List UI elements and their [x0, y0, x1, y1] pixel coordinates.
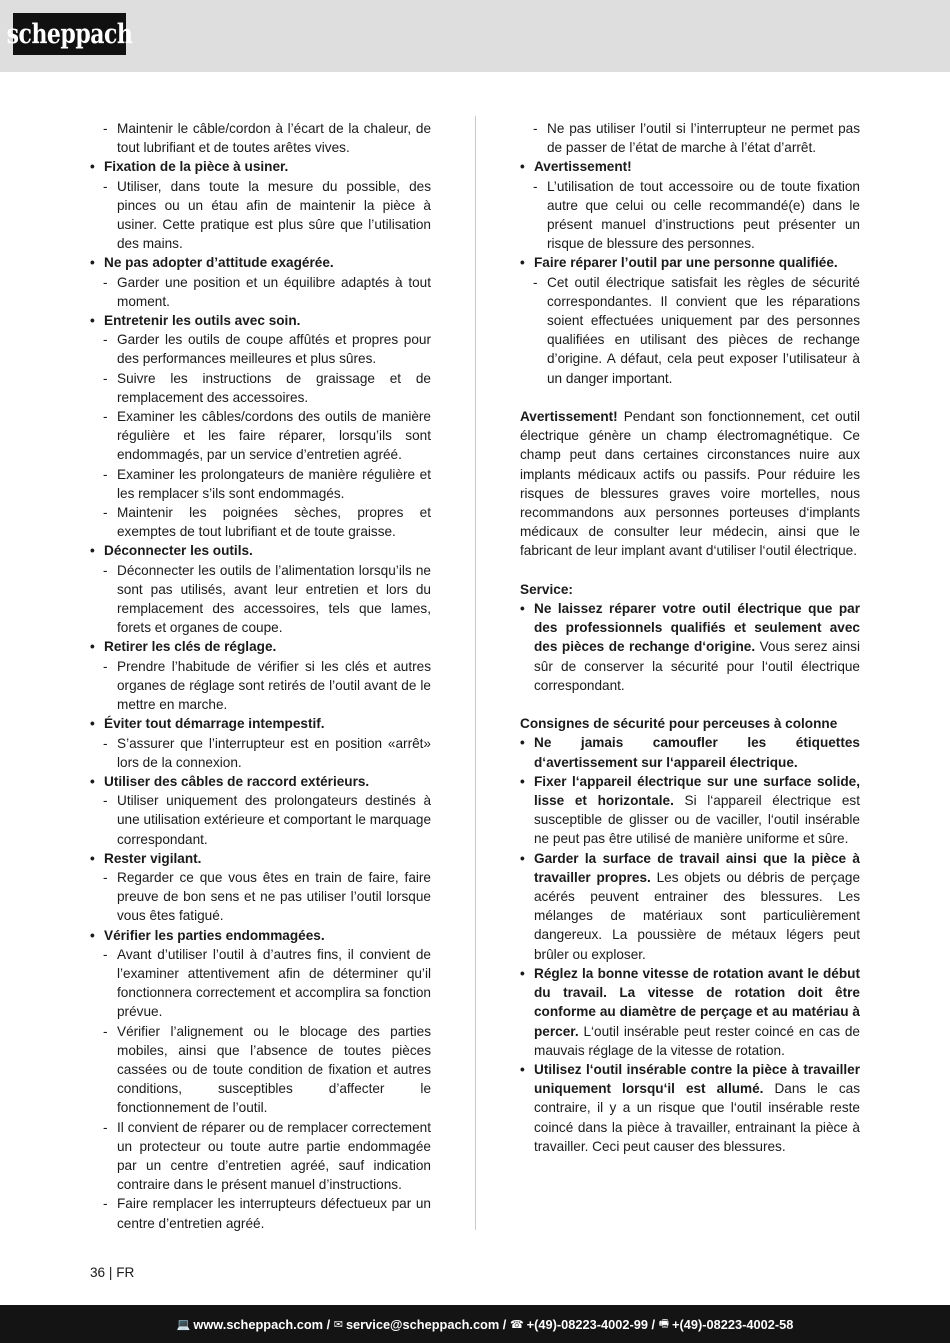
footer-fax: +(49)-08223-4002-58	[672, 1316, 794, 1332]
spacer	[520, 561, 860, 580]
list-item: - Faire remplacer les interrupteurs défectueux par un centre d’entretien agréé.	[90, 1194, 431, 1232]
list-item	[520, 733, 860, 771]
page-header	[0, 0, 950, 72]
warning-label: Avertissement!	[520, 409, 618, 425]
page-footer	[0, 1305, 950, 1343]
list-item: - Utiliser, dans toute la mesure du possible, des pinces ou un étau afin de maintenir la pièce à usiner. Cette pratique est plus sûre que l’utilisation des mains.	[90, 177, 431, 254]
section-heading: • Éviter tout démarrage intempestif.	[90, 714, 431, 733]
list-item: - Maintenir le câble/cordon à l’écart de la chaleur, de tout lubrifiant et de toutes arêtes vives.	[90, 119, 431, 157]
spacer	[520, 388, 860, 407]
section-heading: • Vérifier les parties endommagées.	[90, 926, 431, 945]
list-item	[520, 964, 860, 1060]
warning-text: Pendant son fonctionnement, cet outil électrique génère un champ électromagnétique. Ce champ peut dans certaines circonstances nuire aux implants médicaux actifs ou passifs. Pour réduire les risques de blessures graves voire mortelles, nous recommandons aux personnes porteuses d‘implants médicaux de consulter leur médecin, ainsi que le fabricant de leur implant avant d‘utiliser l‘outil électrique.	[520, 409, 860, 559]
consigne-text: L‘outil insérable peut rester coincé en cas de mauvais réglage de la vitesse de rotation.	[534, 1023, 860, 1058]
right-column	[520, 119, 860, 1156]
list-item: - Déconnecter les outils de l’alimentation lorsqu’ils ne sont pas utilisés, avant leur entretien et lors du remplacement des accessoires, tels que lames, forets et organes de coupe.	[90, 561, 431, 638]
service-heading: Service:	[520, 581, 573, 597]
consigne-text: Les objets ou débris de perçage acérés peuvent entrainer des blessures. Les mélanges de matériaux sont particulièrement dangereux. La poussière de métaux légers peut brûler ou exploser.	[534, 869, 861, 962]
brand-logo	[6, 13, 133, 55]
email-icon: ✉	[333, 1318, 343, 1331]
column-divider	[475, 116, 476, 1230]
section-heading: • Déconnecter les outils.	[90, 541, 431, 560]
section-heading: • Entretenir les outils avec soin.	[90, 311, 431, 330]
brand-logo-text: scheppach	[6, 17, 133, 51]
service-bold-text: Ne laissez réparer votre outil électrique que par des professionnels qualifiés et seulement avec des pièces de rechange d‘origine.	[534, 601, 860, 655]
footer-phone: +(49)-08223-4002-99 /	[526, 1316, 656, 1332]
consigne-text: Dans le cas contraire, il y a un risque que l‘outil insérable reste coincé dans la pièce à travailler, entrainant la pièce à travailler. Ceci peut causer des blessures.	[534, 1081, 860, 1154]
section-heading: • Rester vigilant.	[90, 849, 431, 868]
warning-paragraph	[520, 407, 860, 561]
footer-website: www.scheppach.com /	[193, 1316, 331, 1332]
left-column	[90, 119, 431, 1233]
list-item: - Utiliser uniquement des prolongateurs destinés à une utilisation extérieure et comportant le marquage correspondant.	[90, 791, 431, 849]
list-item: - Garder les outils de coupe affûtés et propres pour des performances meilleures et plus sûres.	[90, 330, 431, 368]
consigne-bold-text: Fixer l‘appareil électrique sur une surface solide, lisse et horizontale.	[534, 773, 860, 809]
section-heading: • Utiliser des câbles de raccord extérieurs.	[90, 772, 431, 791]
list-item	[520, 849, 860, 964]
list-item: - Ne pas utiliser l’outil si l’interrupteur ne permet pas de passer de l’état de marche à l’état d’arrêt.	[520, 119, 860, 157]
footer-email: service@scheppach.com /	[345, 1316, 507, 1332]
consignes-heading: Consignes de sécurité pour perceuses à colonne	[520, 716, 838, 732]
list-item	[520, 1060, 860, 1156]
list-item	[520, 772, 860, 849]
service-text: Vous serez ainsi sûr de conserver la sécurité pour l‘outil électrique correspondant.	[534, 639, 860, 693]
fax-icon: 🖷	[658, 1317, 670, 1330]
consigne-bold-text: Réglez la bonne vitesse de rotation avant le début du travail. La vitesse de rotation doit être conforme au diamètre de perçage et au matériau à percer.	[534, 965, 860, 1039]
list-item: - Avant d’utiliser l’outil à d’autres fins, il convient de l’examiner attentivement afin de déterminer qu’il fonctionnera correctement et accomplira sa fonction prévue.	[90, 945, 431, 1022]
phone-icon: ☎	[509, 1318, 524, 1331]
list-item: - Vérifier l’alignement ou le blocage des parties mobiles, ainsi que l’absence de toutes pièces cassées ou de toute condition de fixation et autres conditions, susceptibles d’affecter le fonctionnement de l’outil.	[90, 1022, 431, 1118]
consigne-bold-text: Garder la surface de travail ainsi que la pièce à travailler propres.	[534, 850, 860, 885]
list-item: - Examiner les câbles/cordons des outils de manière régulière et les faire réparer, lorsqu’ils sont endommagés, par un service d’entretien agréé.	[90, 407, 431, 465]
list-item: - Examiner les prolongateurs de manière régulière et les remplacer s’ils sont endommagés.	[90, 465, 431, 503]
consigne-bold-text: Utilisez l‘outil insérable contre la pièce à travailler uniquement lorsqu‘il est allumé.	[534, 1061, 860, 1097]
list-item: - L’utilisation de tout accessoire ou de toute fixation autre que celui ou celle recommandé(e) dans le présent manuel d’instructions peut présenter un risque de blessure des personnes.	[520, 177, 860, 254]
page-number: 36 | FR	[90, 1265, 135, 1280]
list-item: - Prendre l’habitude de vérifier si les clés et autres organes de réglage sont retirés de l’outil avant de le mettre en marche.	[90, 657, 431, 715]
list-item: - Garder une position et un équilibre adaptés à tout moment.	[90, 273, 431, 311]
section-heading: • Ne pas adopter d’attitude exagérée.	[90, 253, 431, 272]
list-item: - Regarder ce que vous êtes en train de faire, faire preuve de bon sens et ne pas utiliser l’outil lorsque vous êtes fatigué.	[90, 868, 431, 926]
list-item: - S’assurer que l’interrupteur est en position «arrêt» lors de la connexion.	[90, 734, 431, 772]
consigne-bold-text: Ne jamais camoufler les étiquettes d‘avertissement sur l‘appareil électrique.	[534, 735, 860, 770]
consigne-text: Si l‘appareil électrique est susceptible de glisser ou de vaciller, l‘outil insérable ne peut pas être utilisé de manière uniforme et sûre.	[534, 793, 860, 847]
section-heading: • Fixation de la pièce à usiner.	[90, 157, 431, 176]
list-item: - Il convient de réparer ou de remplacer correctement un protecteur ou toute autre partie endommagée par un centre d’entretien agréé, sauf indication contraire dans le présent manuel d’instructions.	[90, 1118, 431, 1195]
list-item: - Maintenir les poignées sèches, propres et exemptes de tout lubrifiant et de toute graisse.	[90, 503, 431, 541]
section-heading: • Retirer les clés de réglage.	[90, 637, 431, 656]
spacer	[520, 695, 860, 714]
list-item: - Suivre les instructions de graissage et de remplacement des accessoires.	[90, 369, 431, 407]
section-heading: • Avertissement!	[520, 157, 860, 176]
computer-icon: 💻	[176, 1318, 191, 1331]
section-heading: • Faire réparer l’outil par une personne qualifiée.	[520, 253, 860, 272]
list-item: - Cet outil électrique satisfait les règles de sécurité correspondantes. Il convient que les réparations soient effectuées uniquement par des personnes qualifiées en utilisant des pièces de rechange d’origine. A défaut, cela peut exposer l’utilisateur à un danger important.	[520, 273, 860, 388]
list-item	[520, 599, 860, 695]
